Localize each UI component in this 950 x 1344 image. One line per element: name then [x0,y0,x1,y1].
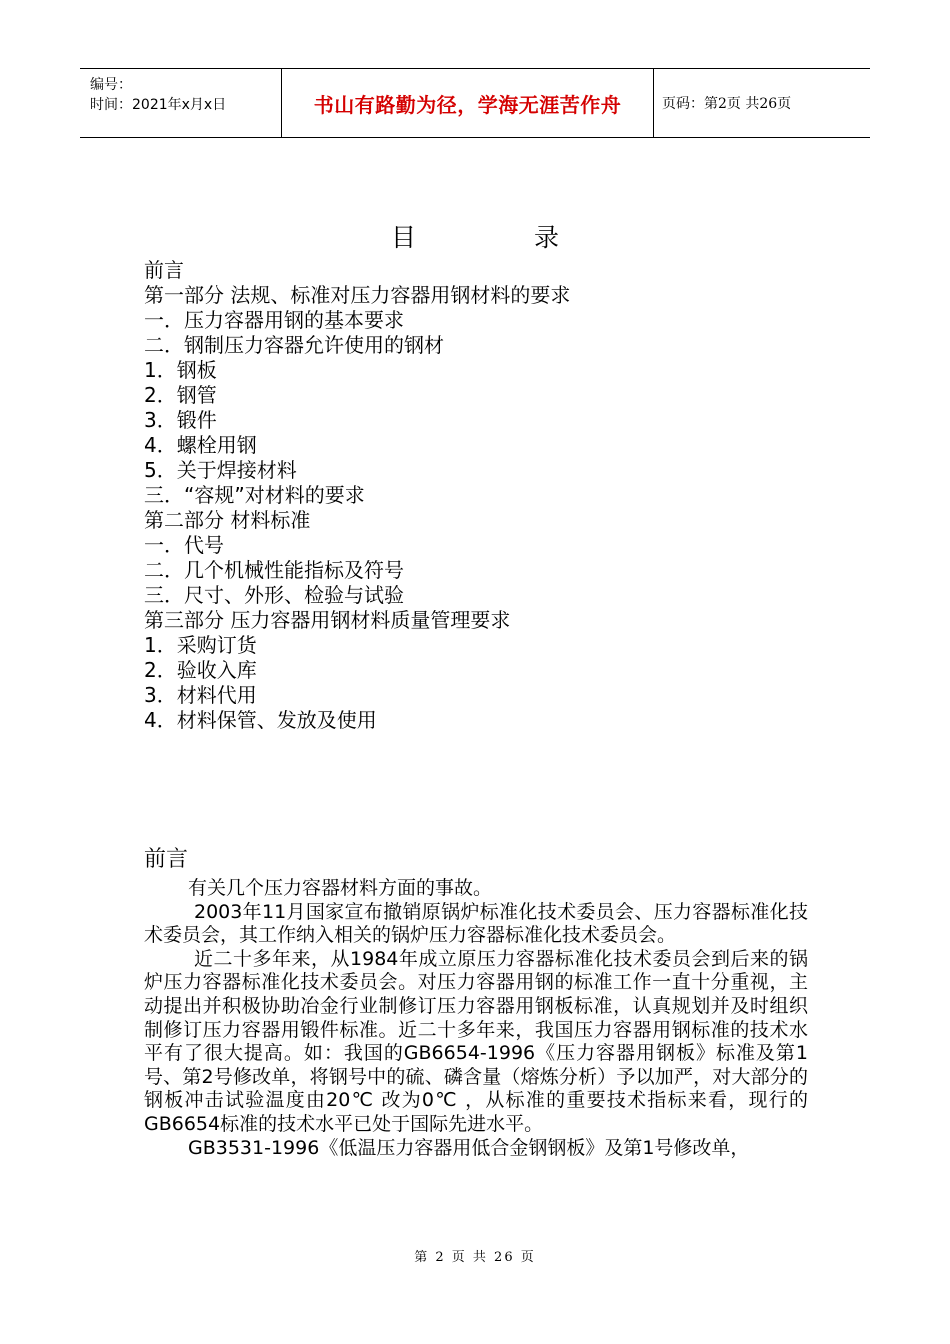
toc-item: 二．几个机械性能指标及符号 [144,558,404,582]
toc-item: 4．螺栓用钢 [144,433,257,457]
toc-item: 5．关于焊接材料 [144,458,297,482]
toc-item: 4．材料保管、发放及使用 [144,708,377,732]
toc-item: 二．钢制压力容器允许使用的钢材 [144,333,444,357]
preface-paragraph: GB3531-1996《低温压力容器用低合金钢钢板》及第1号修改单， [188,1136,750,1159]
preface-paragraph: 近二十多年来，从1984年成立原压力容器标准化技术委员会到后来的锅炉压力容器标准化技术委员会。对压力容器用钢的标准工作一直十分重视，主动提出并积极协助冶金行业制修订压力容器用钢板标准，认真规划并及时组织制修订压力容器用锻件标准。近二十多年来，我国压力容器用钢标准的技术水平有了很大提高。如：我国的GB6654-1996《压力容器用钢板》标准及第1号、第2号修改单，将钢号中的硫、磷含量（熔炼分析）予以加严，对大部分的钢板冲击试验温度由20℃ 改为0℃ ，从标准的重要技术指标来看，现行的GB6654标准的技术水平已处于国际先进水平。 [144,947,808,1135]
toc-item: 1．采购订货 [144,633,257,657]
toc-item: 3．锻件 [144,408,217,432]
toc-title [0,218,950,254]
toc-item: 一．代号 [144,533,224,557]
table-of-contents [144,258,570,733]
toc-item: 一．压力容器用钢的基本要求 [144,308,404,332]
preface-paragraph: 2003年11月国家宣布撤销原锅炉标准化技术委员会、压力容器标准化技术委员会，其工作纳入相关的锅炉压力容器标准化技术委员会。 [144,900,808,947]
header-time-label: 时间：2021年x月x日 [90,97,227,113]
toc-title-right: 录 [534,223,560,252]
header-page-info: 页码：第2页 共26页 [662,96,792,112]
toc-item: 1．钢板 [144,358,217,382]
toc-item: 2．验收入库 [144,658,257,682]
header-motto: 书山有路勤为径，学海无涯苦作舟 [282,69,654,137]
header-number-label: 编号： [90,77,132,93]
toc-item: 第三部分 压力容器用钢材料质量管理要求 [144,608,511,632]
preface-paragraph: 有关几个压力容器材料方面的事故。 [188,877,493,899]
toc-item: 3．材料代用 [144,683,257,707]
preface-heading: 前言 [144,847,189,872]
toc-item: 三．尺寸、外形、检验与试验 [144,583,404,607]
preface-body [144,877,808,1160]
toc-item: 前言 [144,258,184,282]
toc-title-left: 目 [390,223,416,252]
toc-item: 第一部分 法规、标准对压力容器用钢材料的要求 [144,283,571,307]
page-footer: 第 2 页 共 26 页 [414,1250,536,1265]
header-meta [80,69,282,137]
toc-item: 2．钢管 [144,383,217,407]
toc-item: 三．“容规”对材料的要求 [144,483,365,507]
page-header [80,68,870,138]
toc-item: 第二部分 材料标准 [144,508,311,532]
